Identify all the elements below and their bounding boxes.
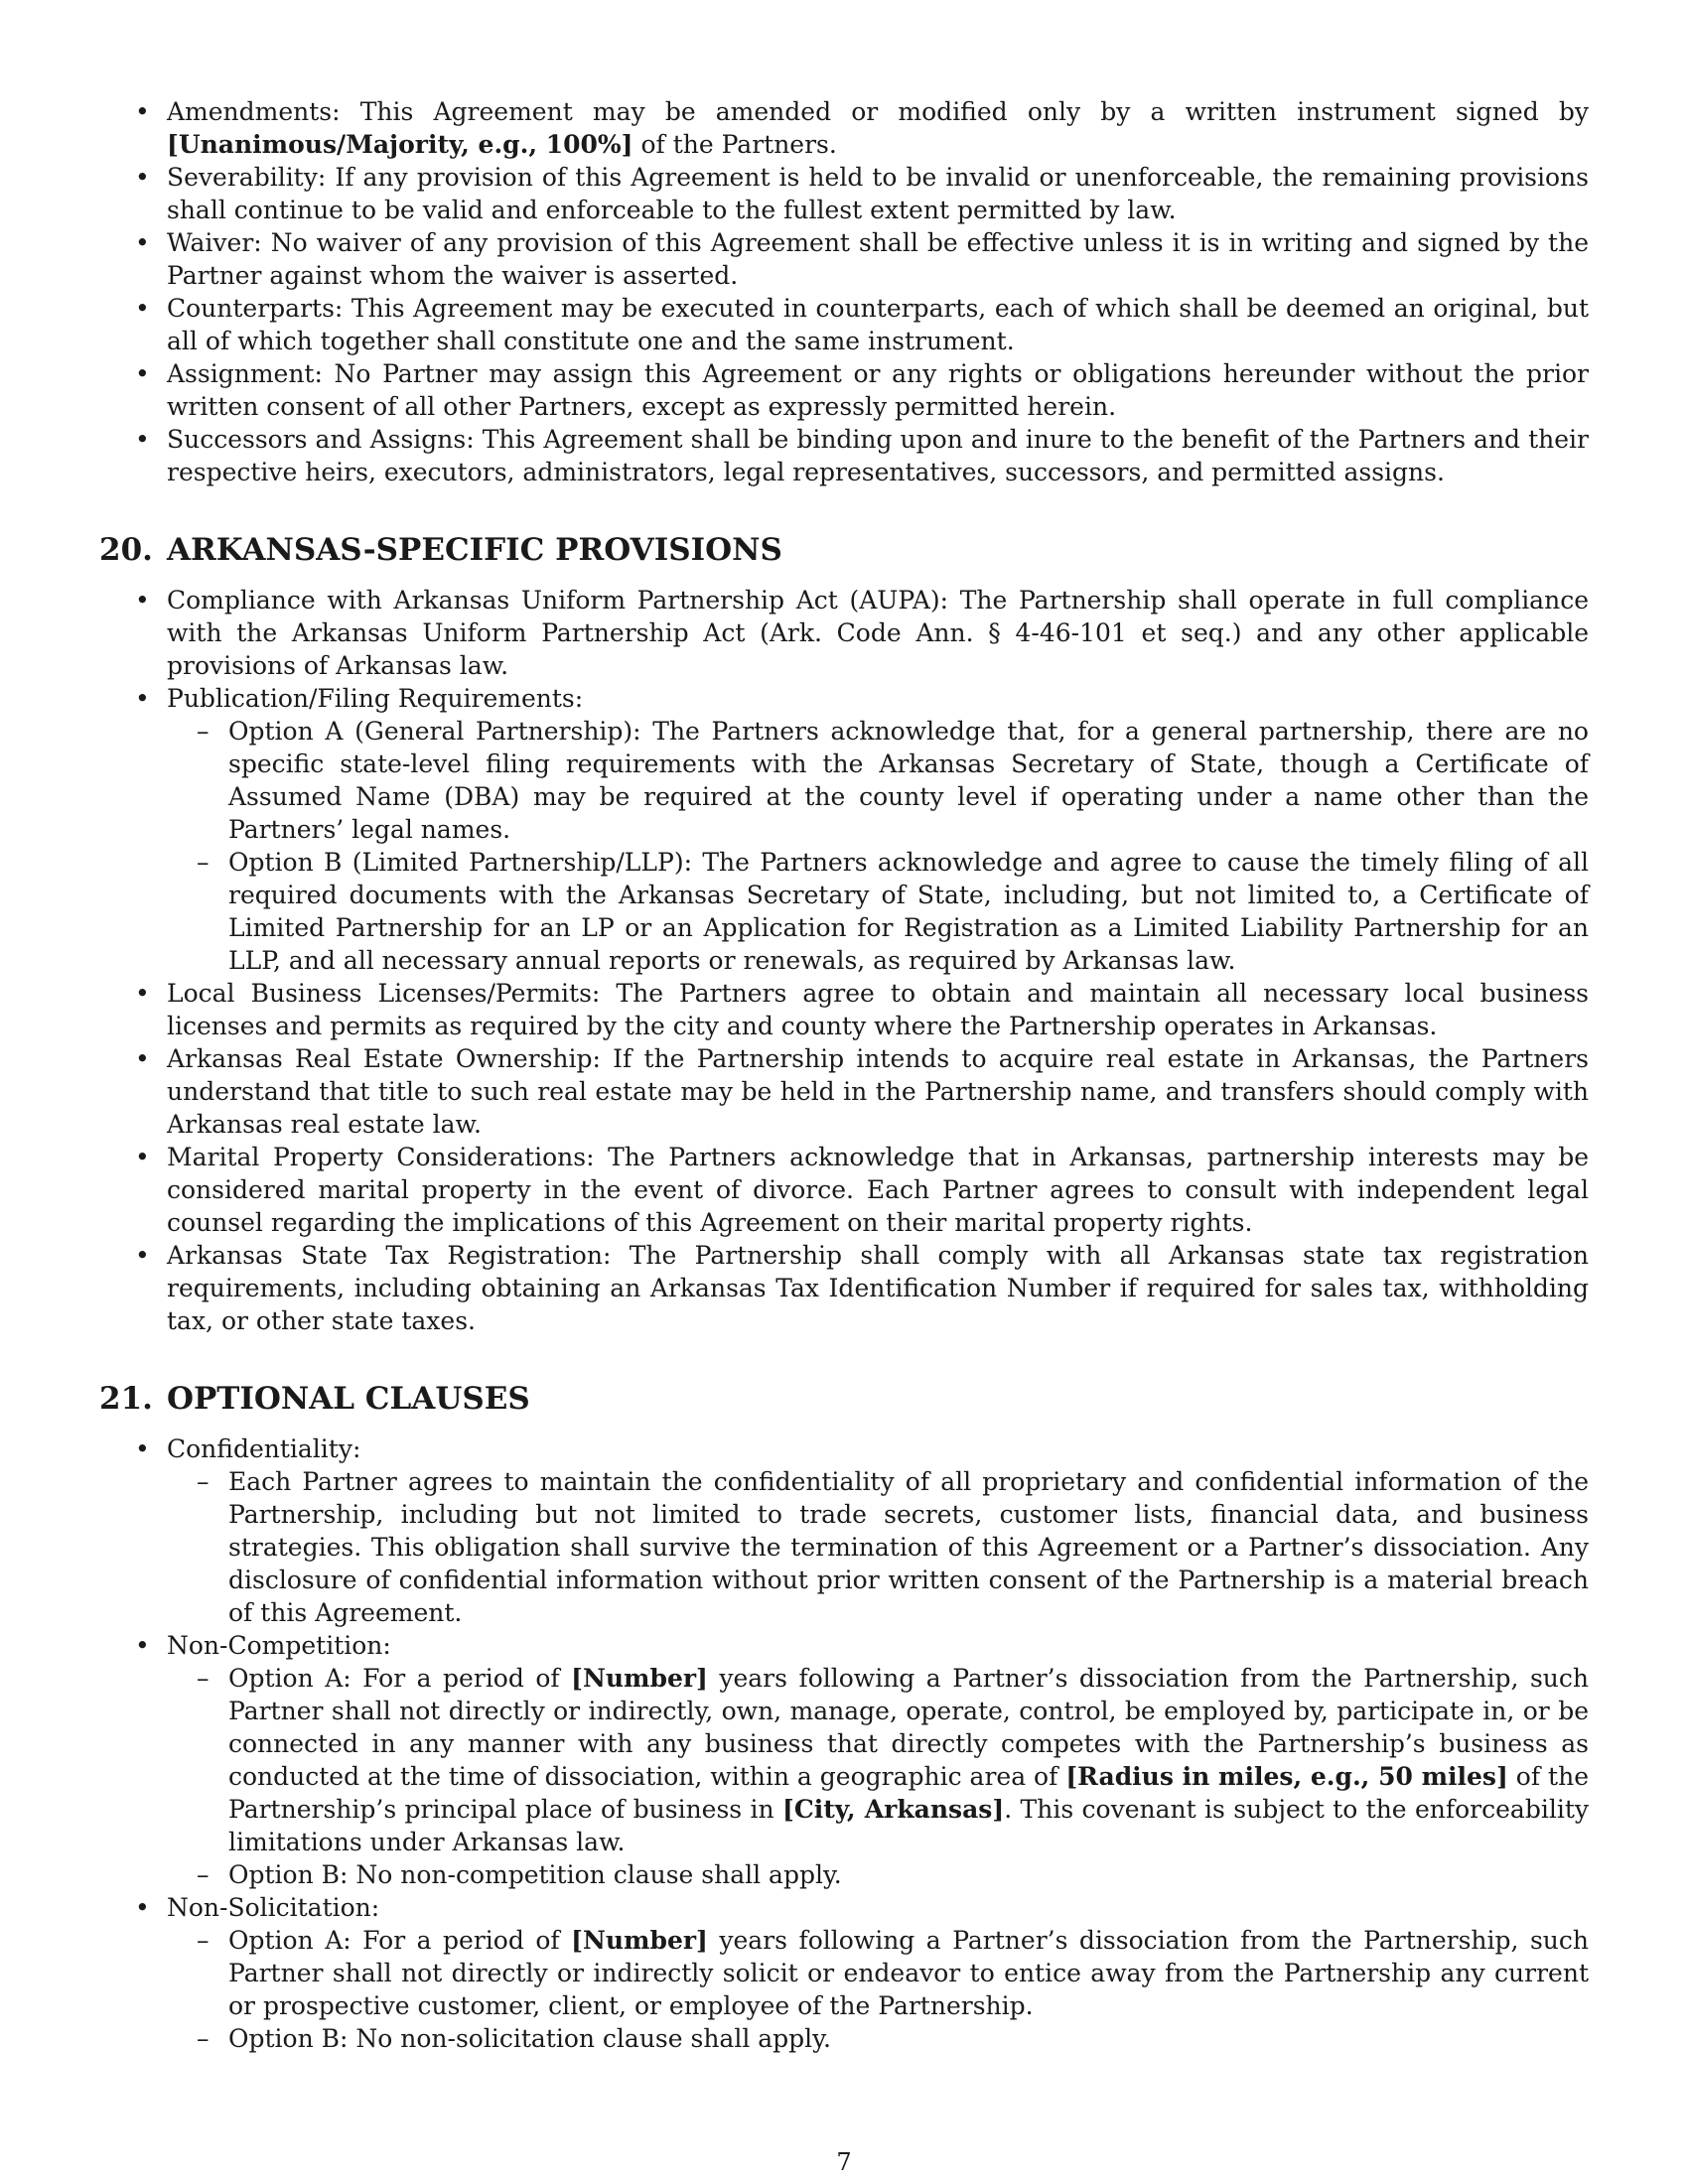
list-item: • Waiver: No waiver of any provision of this Agreement shall be effective unless it is in writing and signed by the Partner against whom the waiver is asserted. xyxy=(99,226,1589,292)
sub-list-item: – Option A (General Partnership): The Partners acknowledge that, for a general partnership, there are no specific state-level filing requirements with the Arkansas Secretary of State, though a Certificate of Assumed Name (DBA) may be required at the county level if operating under a name other than the Partners’ legal names. xyxy=(167,715,1589,846)
list-item: • Non-Competition: – Option A: For a period of [Number] years following a Partner’s dissociation from the Partnership, such Partner shall not directly or indirectly, own, manage, operate, control, be employed by, participate in, or be connected in any manner with any business that directly competes with the Partnership’s business as conducted at the time of dissociation, within a geographic area of [Radius in miles, e.g., 50 miles] of the Partnership’s principal place of business in [City, Arkansas]. This covenant is subject to the enforceability limitations under Arkansas law. – Option B: No non-competition clause shall apply. xyxy=(99,1629,1589,1891)
list-item: • Counterparts: This Agreement may be executed in counterparts, each of which shall be deemed an original, but all of which together shall constitute one and the same instrument. xyxy=(99,292,1589,357)
sub-list-item: – Option B: No non-competition clause shall apply. xyxy=(167,1858,1589,1891)
placeholder-field: [Unanimous/Majority, e.g., 100%] xyxy=(167,130,633,159)
sub-list-item: – Option B: No non-solicitation clause shall apply. xyxy=(167,2022,1589,2055)
section-heading-21: 21. OPTIONAL CLAUSES xyxy=(99,1381,530,1417)
list-item: • Arkansas State Tax Registration: The Partnership shall comply with all Arkansas state tax registration requirements, including obtaining an Arkansas Tax Identification Number if required for sales tax, withholding tax, or other state taxes. xyxy=(99,1239,1589,1337)
list-item: • Severability: If any provision of this Agreement is held to be invalid or unenforceable, the remaining provisions shall continue to be valid and enforceable to the fullest extent permitted by law. xyxy=(99,161,1589,226)
section-heading-20: 20. ARKANSAS-SPECIFIC PROVISIONS xyxy=(99,532,782,568)
list-item: • Marital Property Considerations: The Partners acknowledge that in Arkansas, partnership interests may be considered marital property in the event of divorce. Each Partner agrees to consult with independent legal counsel regarding the implications of this Agreement on their marital property rights. xyxy=(99,1141,1589,1239)
document-page xyxy=(99,95,1589,2055)
placeholder-field: [Number] xyxy=(571,1664,708,1693)
sub-list-item: – Option B (Limited Partnership/LLP): The Partners acknowledge and agree to cause the timely filing of all required documents with the Arkansas Secretary of State, including, but not limited to, a Certificate of Limited Partnership for an LP or an Application for Registration as a Limited Liability Partnership for an LLP, and all necessary annual reports or renewals, as required by Arkansas law. xyxy=(167,846,1589,977)
list-item: • Compliance with Arkansas Uniform Partnership Act (AUPA): The Partnership shall operate in full compliance with the Arkansas Uniform Partnership Act (Ark. Code Ann. § 4-46-101 et seq.) and any other applicable provisions of Arkansas law. xyxy=(99,584,1589,682)
placeholder-field: [City, Arkansas] xyxy=(782,1795,1005,1824)
confidentiality-sub-list xyxy=(167,1465,1589,1629)
general-provisions-list xyxy=(99,95,1589,488)
sub-list-item: – Each Partner agrees to maintain the confidentiality of all proprietary and confidential information of the Partnership, including but not limited to trade secrets, customer lists, financial data, and business strategies. This obligation shall survive the termination of this Agreement or a Partner’s dissociation. Any disclosure of confidential information without prior written consent of the Partnership is a material breach of this Agreement. xyxy=(167,1465,1589,1629)
list-item: • Assignment: No Partner may assign this Agreement or any rights or obligations hereunder without the prior written consent of all other Partners, except as expressly permitted herein. xyxy=(99,357,1589,423)
list-item: • Successors and Assigns: This Agreement shall be binding upon and inure to the benefit of the Partners and their respective heirs, executors, administrators, legal representatives, successors, and permitted assigns. xyxy=(99,423,1589,488)
sub-list-item: – Option A: For a period of [Number] years following a Partner’s dissociation from the Partnership, such Partner shall not directly or indirectly solicit or endeavor to entice away from the Partnership any current or prospective customer, client, or employee of the Partnership. xyxy=(167,1924,1589,2022)
section-20-list xyxy=(99,584,1589,1337)
list-item: • Publication/Filing Requirements: – Option A (General Partnership): The Partners acknowledge that, for a general partnership, there are no specific state-level filing requirements with the Arkansas Secretary of State, though a Certificate of Assumed Name (DBA) may be required at the county level if operating under a name other than the Partners’ legal names. – Option B (Limited Partnership/LLP): The Partners acknowledge and agree to cause the timely filing of all required documents with the Arkansas Secretary of State, including, but not limited to, a Certificate of Limited Partnership for an LP or an Application for Registration as a Limited Liability Partnership for an LLP, and all necessary annual reports or renewals, as required by Arkansas law. xyxy=(99,682,1589,977)
placeholder-field: [Radius in miles, e.g., 50 miles] xyxy=(1065,1762,1508,1791)
sub-list-item: – Option A: For a period of [Number] years following a Partner’s dissociation from the Partnership, such Partner shall not directly or indirectly, own, manage, operate, control, be employed by, participate in, or be connected in any manner with any business that directly competes with the Partnership’s business as conducted at the time of dissociation, within a geographic area of [Radius in miles, e.g., 50 miles] of the Partnership’s principal place of business in [City, Arkansas]. This covenant is subject to the enforceability limitations under Arkansas law. xyxy=(167,1662,1589,1858)
list-item: • Amendments: This Agreement may be amended or modified only by a written instrument signed by [Unanimous/Majority, e.g., 100%] of the Partners. xyxy=(99,95,1589,161)
placeholder-field: [Number] xyxy=(571,1926,708,1955)
list-item: • Arkansas Real Estate Ownership: If the Partnership intends to acquire real estate in Arkansas, the Partners understand that title to such real estate may be held in the Partnership name, and transfers should comply with Arkansas real estate law. xyxy=(99,1042,1589,1141)
nonsolicit-sub-list xyxy=(167,1924,1589,2055)
noncompete-sub-list xyxy=(167,1662,1589,1891)
list-item: • Local Business Licenses/Permits: The Partners agree to obtain and maintain all necessary local business licenses and permits as required by the city and county where the Partnership operates in Arkansas. xyxy=(99,977,1589,1042)
page-number: 7 xyxy=(836,2148,852,2176)
filing-options-list xyxy=(167,715,1589,977)
section-21-list xyxy=(99,1433,1589,2055)
list-item: • Non-Solicitation: – Option A: For a period of [Number] years following a Partner’s dissociation from the Partnership, such Partner shall not directly or indirectly solicit or endeavor to entice away from the Partnership any current or prospective customer, client, or employee of the Partnership. – Option B: No non-solicitation clause shall apply. xyxy=(99,1891,1589,2055)
list-item: • Confidentiality: – Each Partner agrees to maintain the confidentiality of all proprietary and confidential information of the Partnership, including but not limited to trade secrets, customer lists, financial data, and business strategies. This obligation shall survive the termination of this Agreement or a Partner’s dissociation. Any disclosure of confidential information without prior written consent of the Partnership is a material breach of this Agreement. xyxy=(99,1433,1589,1629)
